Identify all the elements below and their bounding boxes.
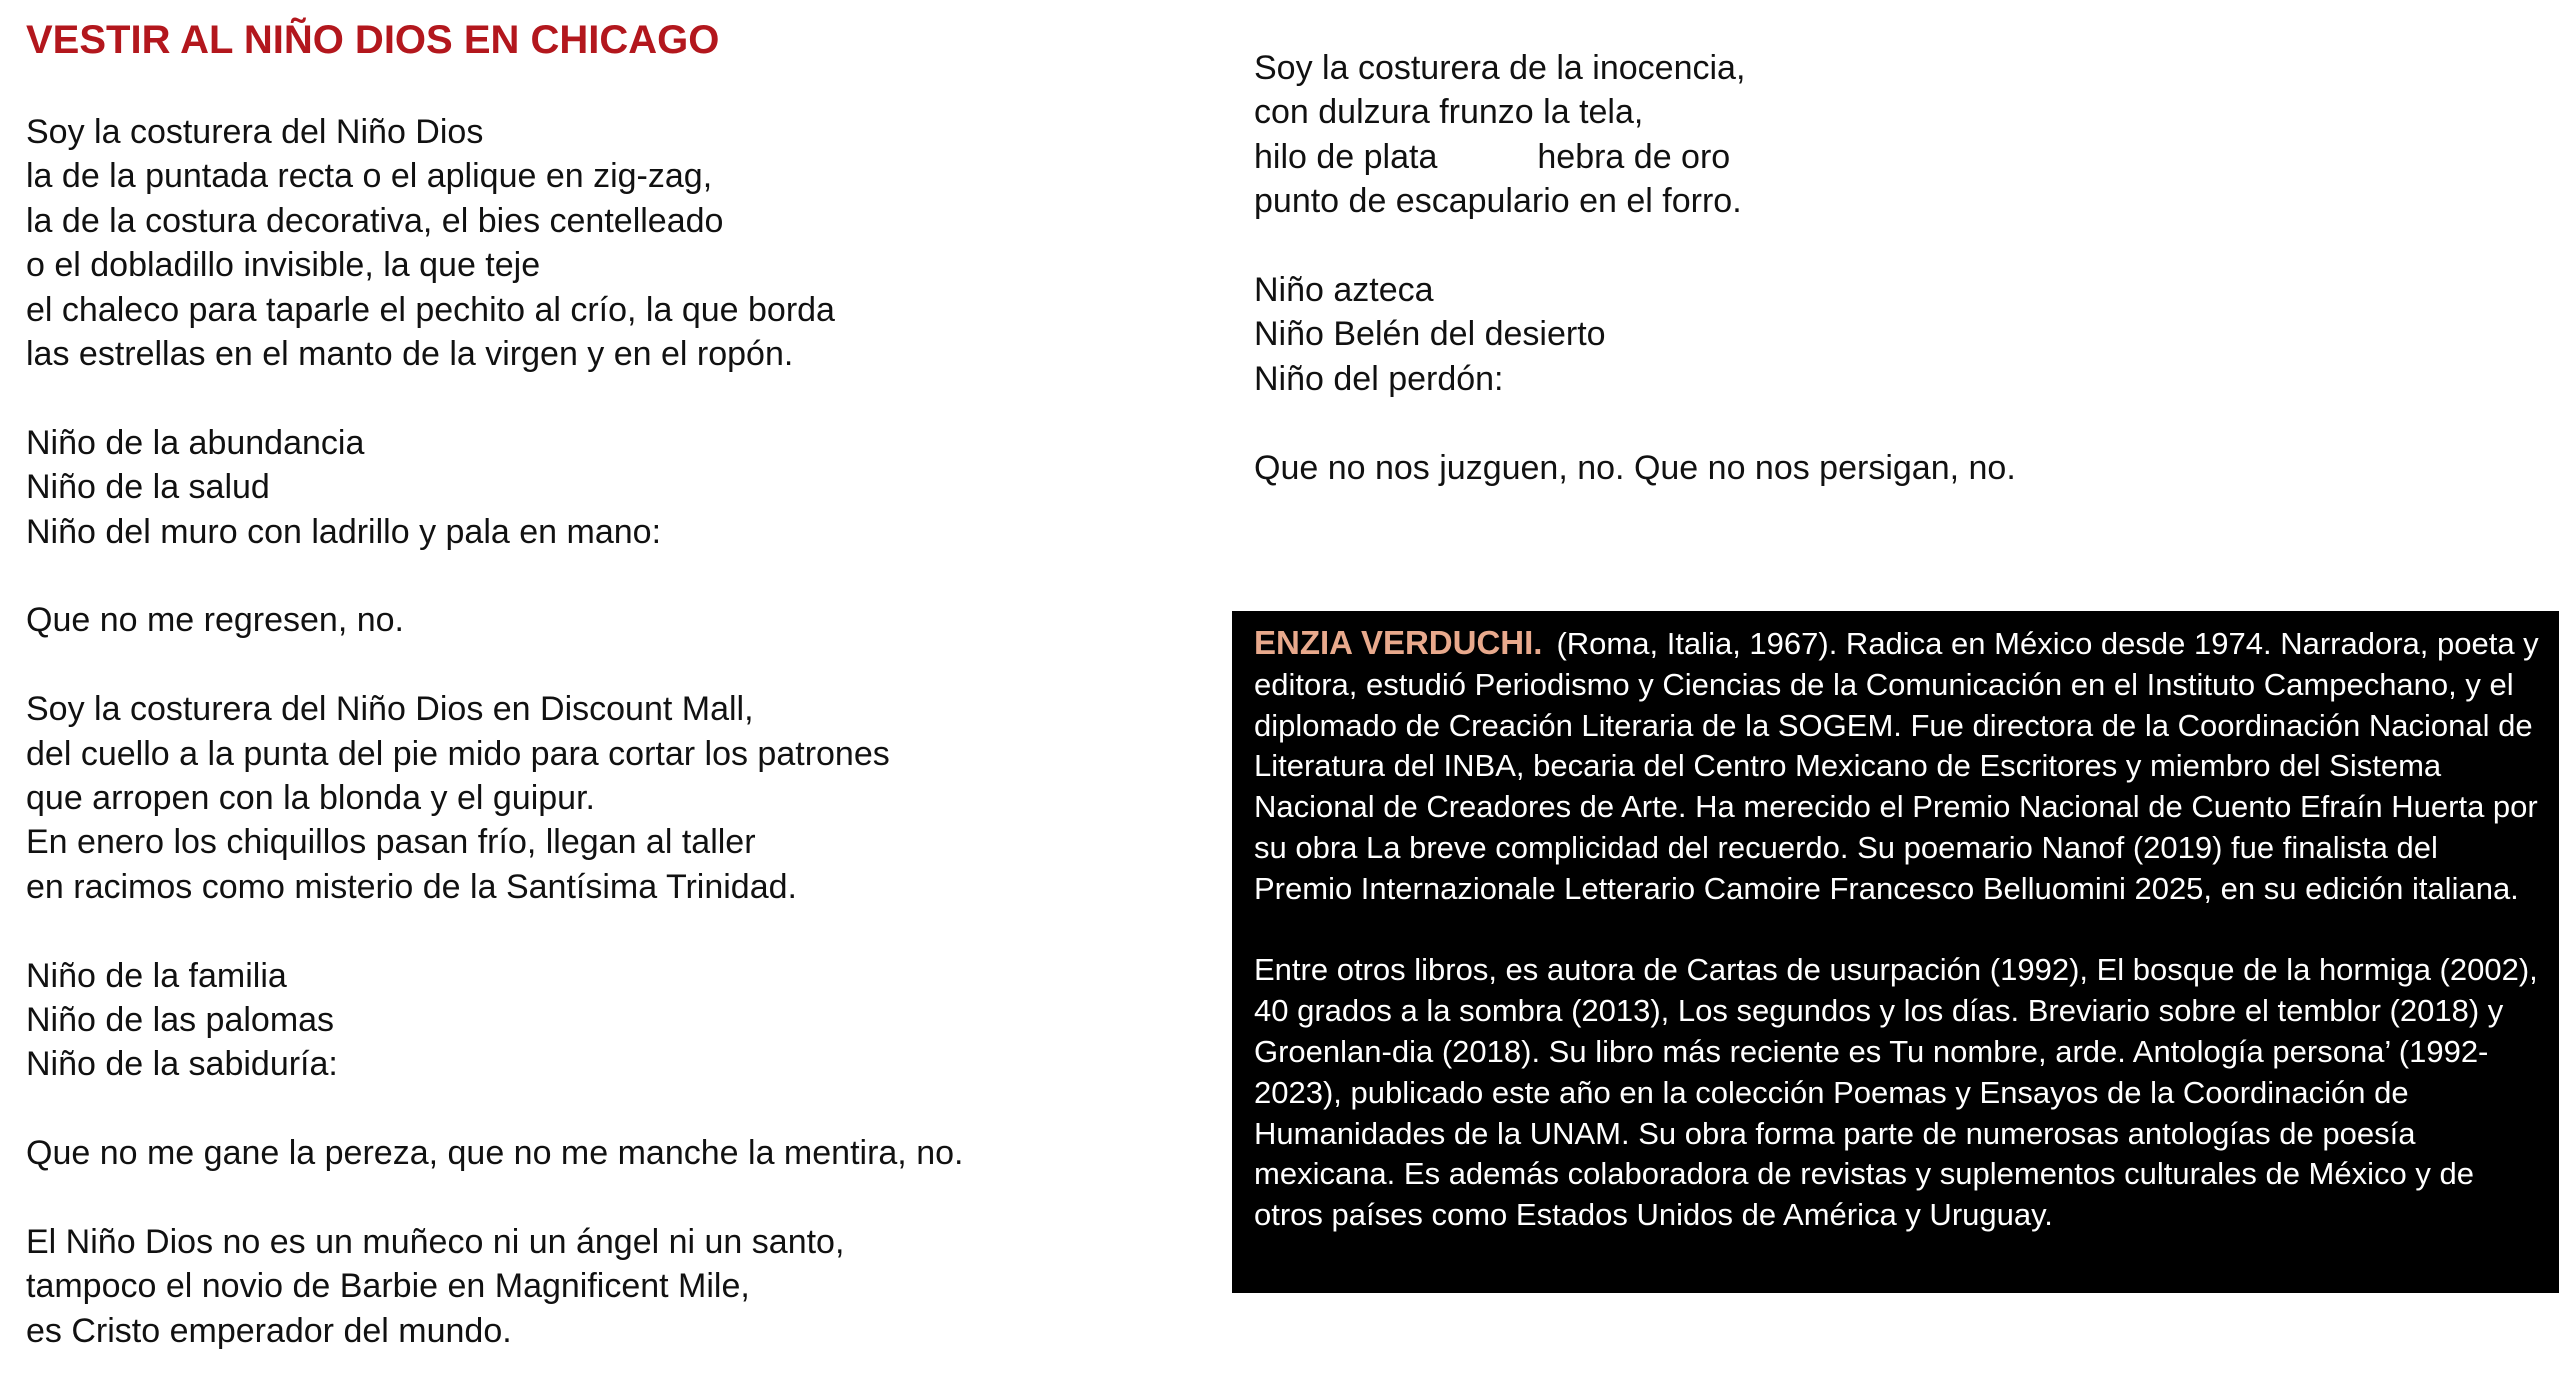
poem-title: VESTIR AL NIÑO DIOS EN CHICAGO: [26, 18, 720, 62]
poem-line: Que no me gane la pereza, que no me manche la mentira, no.: [26, 1134, 964, 1173]
poem-line: Niño de la abundancia: [26, 423, 365, 462]
poem-line: o el dobladillo invisible, la que teje: [26, 246, 541, 285]
stanza: [26, 687, 963, 909]
author-bio-box: [1232, 611, 2559, 1293]
poem-line: Niño azteca: [1254, 271, 1434, 310]
poem-line: en racimos como misterio de la Santísima Trinidad.: [26, 867, 797, 906]
stanza: [26, 598, 963, 642]
bio-text: (Roma, Italia, 1967). Radica en México desde 1974. Narradora, poeta y editora, estudió Periodismo y Ciencias de la Comunicación en el Instituto Campechano, y el diplomado de Creación Literaria de la SOGEM. Fue directora de la Coordinación Nacional de Literatura del INBA, becaria del Centro Mexicano de Escritores y miembro del Sistema Nacional de Creadores de Arte. Ha merecido el Premio Nacional de Cuento Efraín Huerta por su obra La breve complicidad del recuerdo. Su poemario Nanof (2019) fue finalista del Premio Internazionale Letterario Camoire Francesco Belluomini 2025, en su edición italiana.: [1254, 626, 2539, 906]
author-name: ENZIA VERDUCHI.: [1254, 624, 1543, 661]
poem-line: del cuello a la punta del pie mido para cortar los patrones: [26, 734, 890, 773]
poem-line: Soy la costurera de la inocencia,: [1254, 49, 1746, 87]
poem-line: En enero los chiquillos pasan frío, llegan al taller: [26, 823, 756, 862]
poem-line: Niño del muro con ladrillo y pala en mano:: [26, 512, 662, 551]
poem-line-part: hebra de oro: [1537, 137, 1731, 176]
poem-line: Niño de las palomas: [26, 1001, 335, 1040]
poem-line: que arropen con la blonda y el guipur.: [26, 779, 595, 818]
stanza: [26, 110, 963, 376]
bio-paragraph: [1254, 623, 2541, 910]
poem-line: [1254, 135, 2016, 179]
poem-line: punto de escapulario en el forro.: [1254, 182, 1742, 221]
stanza: [26, 1220, 963, 1353]
poem-line: Niño Belén del desierto: [1254, 315, 1606, 354]
poem-line: Soy la costurera del Niño Dios: [26, 113, 484, 151]
poem-line-part: hilo de plata: [1254, 137, 1438, 176]
poem-column-right: [1254, 46, 2016, 490]
bio-paragraph: Entre otros libros, es autora de Cartas de usurpación (1992), El bosque de la hormiga (2002), 40 grados a la sombra (2013), Los segundos y los días. Breviario sobre el temblor (2018) y Groenlan-dia (2018). Su libro más reciente es Tu nombre, arde. Antología persona’ (1992-2023), publicado este año en la colección Poemas y Ensayos de la Coordinación de Humanidades de la UNAM. Su obra forma parte de numerosas antologías de poesía mexicana. Es además colaboradora de revistas y suplementos culturales de México y de otros países como Estados Unidos de América y Uruguay.: [1254, 952, 2538, 1233]
poem-line: Que no me regresen, no.: [26, 601, 405, 640]
poem-line: con dulzura frunzo la tela,: [1254, 93, 1644, 132]
poem-line: El Niño Dios no es un muñeco ni un ángel ni un santo,: [26, 1223, 845, 1262]
stanza: [1254, 268, 2016, 401]
poem-column-left: [26, 110, 963, 1353]
poem-line: el chaleco para taparle el pechito al crío, la que borda: [26, 290, 835, 329]
poem-line: es Cristo emperador del mundo.: [26, 1311, 512, 1350]
poem-line: Niño de la familia: [26, 956, 287, 995]
stanza: [26, 954, 963, 1087]
poem-line: la de la costura decorativa, el bies centelleado: [26, 201, 724, 240]
stanza: [1254, 46, 2016, 224]
poem-line: las estrellas en el manto de la virgen y en el ropón.: [26, 335, 794, 374]
stanza: [1254, 446, 2016, 490]
poem-line: la de la puntada recta o el aplique en zig-zag,: [26, 157, 713, 196]
poem-line: Que no nos juzguen, no. Que no nos persigan, no.: [1254, 448, 2016, 487]
poem-line: Niño de la sabiduría:: [26, 1045, 338, 1084]
stanza: [26, 1131, 963, 1175]
poem-line: Soy la costurera del Niño Dios en Discount Mall,: [26, 690, 754, 729]
stanza: [26, 421, 963, 554]
poem-line: Niño del perdón:: [1254, 359, 1504, 398]
poem-line: Niño de la salud: [26, 468, 270, 507]
poem-line: tampoco el novio de Barbie en Magnificent Mile,: [26, 1267, 750, 1306]
